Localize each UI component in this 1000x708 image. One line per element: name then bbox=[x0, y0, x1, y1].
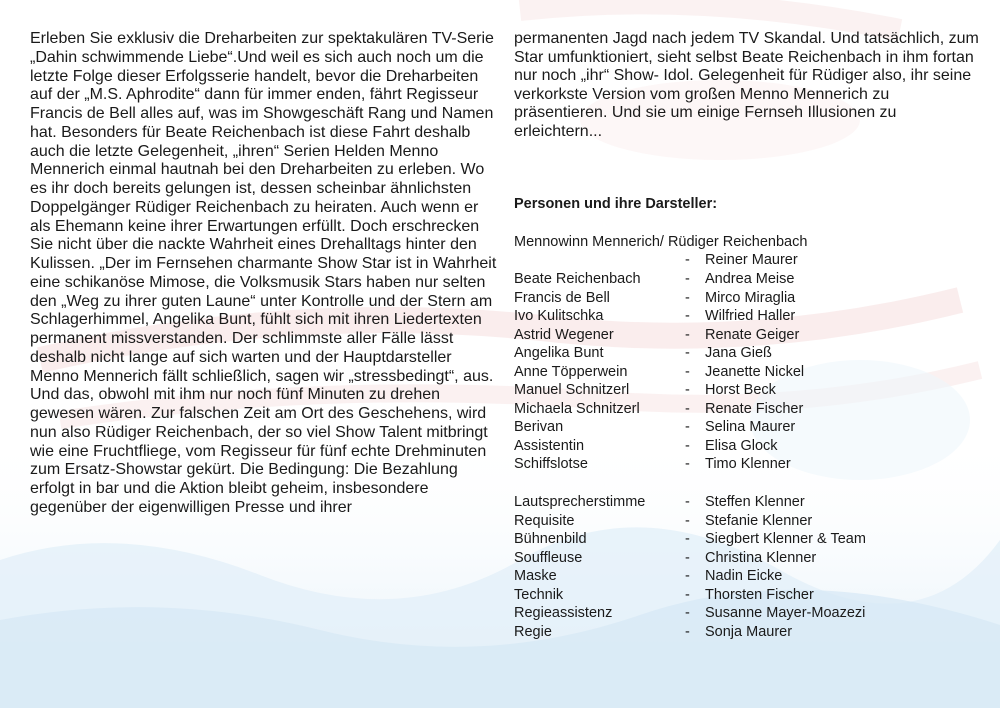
crew-name: Steffen Klenner bbox=[705, 494, 805, 510]
crew-row bbox=[514, 586, 866, 605]
crew-list bbox=[514, 493, 866, 641]
dash-separator: - bbox=[685, 308, 690, 325]
role-name: Francis de Bell bbox=[514, 289, 610, 306]
role-name: Anne Töpperwein bbox=[514, 363, 628, 380]
actor-name: Horst Beck bbox=[705, 382, 776, 399]
crew-name: Thorsten Fischer bbox=[705, 586, 814, 603]
dash-separator: - bbox=[685, 531, 690, 548]
role-name: Michaela Schnitzerl bbox=[514, 400, 640, 417]
actor-name: Wilfried Haller bbox=[705, 308, 796, 325]
cast-row bbox=[514, 455, 804, 474]
dash-separator: - bbox=[685, 252, 690, 268]
crew-row bbox=[514, 623, 866, 642]
cast-list bbox=[514, 270, 804, 474]
crew-role: Bühnenbild bbox=[514, 531, 587, 548]
crew-role: Technik bbox=[514, 586, 564, 603]
actor-name: Renate Fischer bbox=[705, 400, 804, 417]
crew-row bbox=[514, 512, 866, 531]
dash-separator: - bbox=[685, 623, 690, 640]
actor-name: Selina Maurer bbox=[705, 419, 796, 436]
dash-separator: - bbox=[685, 512, 690, 529]
crew-row bbox=[514, 493, 866, 512]
actor-name: Mirco Miraglia bbox=[705, 289, 796, 306]
dash-separator: - bbox=[685, 289, 690, 306]
story-text-right: permanenten Jagd nach jedem TV Skandal. Und tatsächlich, zum Star umfunktioniert, sieht selbst Beate Reichenbach in ihm fortan nur noch „ihr“ Show- Idol. Gelegenheit für Rüdiger also, ihr seine verkorkste Version vom großen Menno Mennerich zu präsentieren. Und sie um einige Fernseh Illusionen zu erleichtern... bbox=[514, 30, 979, 140]
crew-name: Christina Klenner bbox=[705, 549, 817, 566]
crew-role: Maske bbox=[514, 568, 557, 585]
cast-lead-actor-row bbox=[514, 251, 798, 270]
dash-separator: - bbox=[685, 494, 690, 510]
dash-separator: - bbox=[685, 271, 690, 287]
crew-name: Sonja Maurer bbox=[705, 623, 793, 640]
crew-row bbox=[514, 567, 866, 586]
dash-separator: - bbox=[685, 456, 690, 473]
crew-name: Susanne Mayer-Moazezi bbox=[705, 605, 866, 622]
cast-heading: Personen und ihre Darsteller: bbox=[514, 196, 718, 212]
crew-row bbox=[514, 549, 866, 568]
cast-row bbox=[514, 326, 804, 345]
dash-separator: - bbox=[685, 363, 690, 380]
actor-name: Timo Klenner bbox=[705, 456, 791, 473]
actor-name: Jana Gieß bbox=[705, 345, 772, 362]
role-name: Beate Reichenbach bbox=[514, 271, 641, 287]
cast-row bbox=[514, 437, 804, 456]
crew-row bbox=[514, 604, 866, 623]
dash-separator: - bbox=[685, 400, 690, 417]
crew-role: Requisite bbox=[514, 512, 575, 529]
cast-row bbox=[514, 381, 804, 400]
crew-name: Siegbert Klenner & Team bbox=[705, 531, 866, 548]
actor-name: Andrea Meise bbox=[705, 271, 795, 287]
dash-separator: - bbox=[685, 568, 690, 585]
dash-separator: - bbox=[685, 382, 690, 399]
crew-name: Stefanie Klenner bbox=[705, 512, 813, 529]
actor-name: Renate Geiger bbox=[705, 326, 800, 343]
cast-row bbox=[514, 289, 804, 308]
cast-row bbox=[514, 418, 804, 437]
cast-row bbox=[514, 363, 804, 382]
role-name: Ivo Kulitschka bbox=[514, 308, 604, 325]
dash-separator: - bbox=[685, 419, 690, 436]
cast-row bbox=[514, 400, 804, 419]
role-name: Manuel Schnitzerl bbox=[514, 382, 630, 399]
actor-name: Reiner Maurer bbox=[705, 252, 798, 268]
cast-row bbox=[514, 270, 804, 289]
cast-row bbox=[514, 307, 804, 326]
dash-separator: - bbox=[685, 549, 690, 566]
dash-separator: - bbox=[685, 437, 690, 454]
dash-separator: - bbox=[685, 605, 690, 622]
cast-row bbox=[514, 251, 798, 270]
crew-role: Regie bbox=[514, 623, 552, 640]
cast-row bbox=[514, 344, 804, 363]
crew-role: Regieassistenz bbox=[514, 605, 613, 622]
crew-role: Souffleuse bbox=[514, 549, 583, 566]
dash-separator: - bbox=[685, 345, 690, 362]
role-name: Astrid Wegener bbox=[514, 326, 614, 343]
actor-name: Elisa Glock bbox=[705, 437, 778, 454]
actor-name: Jeanette Nickel bbox=[705, 363, 805, 380]
crew-row bbox=[514, 530, 866, 549]
story-column-left bbox=[30, 30, 500, 518]
crew-name: Nadin Eicke bbox=[705, 568, 783, 585]
dash-separator: - bbox=[685, 326, 690, 343]
story-column-right bbox=[514, 30, 984, 142]
crew-role: Lautsprecherstimme bbox=[514, 494, 646, 510]
dash-separator: - bbox=[685, 586, 690, 603]
role-name: Schiffslotse bbox=[514, 456, 588, 473]
story-text-left: Erleben Sie exklusiv die Dreharbeiten zur spektakulären TV-Serie „Dahin schwimmende Liebe“.Und weil es sich auch noch um die letzte Folge dieser Erfolgsserie handelt, bevor die Dreharbeiten auf der „M.S. Aphrodite“ dann für immer enden, fährt Regisseur Francis de Bell alles auf, was im Showgeschäft Rang und Namen hat. Besonders für Beate Reichenbach ist diese Fahrt deshalb auch die letzte Gelegenheit, „ihren“ Serien Helden Menno Mennerich einmal hautnah bei den Dreharbeiten zu erleben. Wo es ihr doch bereits gelungen ist, dessen scheinbar ähnlichsten Doppelgänger Rüdiger Reichenbach zu heiraten. Auch wenn er als Ehemann keine ihrer Erwartungen erfüllt. Doch erschrecken Sie nicht über die nackte Wahrheit eines Drehalltags hinter den Kulissen. „Der im Fernsehen charmante Show Star ist in Wahrheit eine schikanöse Mimose, die Volksmusik Stars haben nur selten den „Weg zu ihrer guten Laune“ unter Kontrolle und der Stern am Schlagerhimmel, Angelika Bunt, fühlt sich mit ihren Liedertexten permanent missverstanden. Der schlimmste aller Fälle lässt deshalb nicht lange auf sich warten und der Hauptdarsteller Menno Mennerich fällt schließlich, sagen wir „stressbedingt“, aus. Und das, obwohl mit ihm nur noch fünf Minuten zu drehen gewesen wären. Zur falschen Zeit am Ort des Geschehens, wird nun also Rüdiger Reichenbach, der so viel Show Talent mitbringt wie eine Fruchtfliege, vom Regisseur für fünf echte Drehminuten zum Ersatz-Showstar gekürt. Die Bedingung: Die Bezahlung erfolgt in bar und die Aktion bleibt geheim, insbesondere gegenüber der eigenwilligen Presse und ihrer bbox=[30, 30, 497, 516]
role-name: Berivan bbox=[514, 419, 564, 436]
cast-lead-role: Mennowinn Mennerich/ Rüdiger Reichenbach bbox=[514, 234, 808, 250]
role-name: Assistentin bbox=[514, 437, 585, 454]
role-name: Angelika Bunt bbox=[514, 345, 604, 362]
